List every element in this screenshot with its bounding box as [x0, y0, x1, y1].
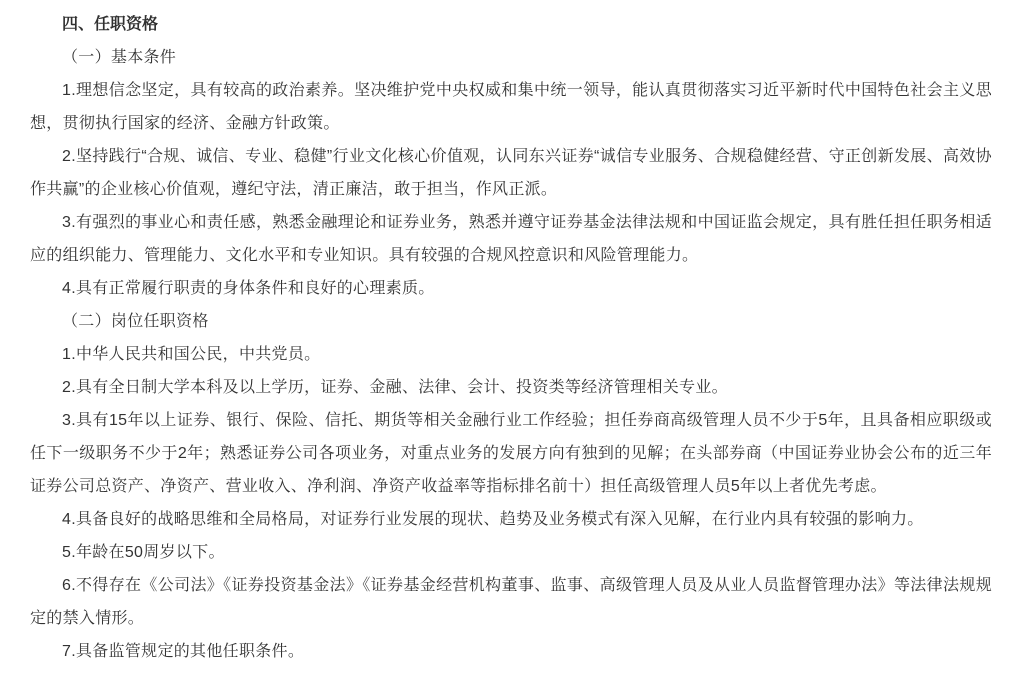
- paragraph-position-6: 6.不得存在《公司法》《证券投资基金法》《证券基金经营机构董事、监事、高级管理人员及从业人员监督管理办法》等法律法规规定的禁入情形。: [30, 577, 992, 627]
- paragraph-position-2: 2.具有全日制大学本科及以上学历，证券、金融、法律、会计、投资类等经济管理相关专业。: [62, 379, 728, 396]
- section-title: 四、任职资格: [62, 16, 159, 33]
- paragraph-position-3: 3.具有15年以上证券、银行、保险、信托、期货等相关金融行业工作经验；担任券商高级管理人员不少于5年，且具备相应职级或任下一级职务不少于2年；熟悉证券公司各项业务，对重点业务的发展方向有独到的见解；在头部券商（中国证券业协会公布的近三年证券公司总资产、净资产、营业收入、净利润、净资产收益率等指标排名前十）担任高级管理人员5年以上者优先考虑。: [30, 412, 992, 495]
- subsection-heading-position-qualifications: （二）岗位任职资格: [62, 313, 209, 330]
- paragraph-basic-1: 1.理想信念坚定，具有较高的政治素养。坚决维护党中央权威和集中统一领导，能认真贯彻落实习近平新时代中国特色社会主义思想，贯彻执行国家的经济、金融方针政策。: [30, 82, 992, 132]
- paragraph-position-1: 1.中华人民共和国公民，中共党员。: [62, 346, 321, 363]
- paragraph-basic-3: 3.有强烈的事业心和责任感，熟悉金融理论和证券业务，熟悉并遵守证券基金法律法规和中国证监会规定，具有胜任担任职务相适应的组织能力、管理能力、文化水平和专业知识。具有较强的合规风控意识和风险管理能力。: [30, 214, 992, 264]
- paragraph-position-4: 4.具备良好的战略思维和全局格局，对证券行业发展的现状、趋势及业务模式有深入见解，在行业内具有较强的影响力。: [62, 511, 924, 528]
- paragraph-basic-2: 2.坚持践行“合规、诚信、专业、稳健”行业文化核心价值观，认同东兴证券“诚信专业服务、合规稳健经营、守正创新发展、高效协作共赢”的企业核心价值观，遵纪守法，清正廉洁，敢于担当，作风正派。: [30, 148, 992, 198]
- paragraph-basic-4: 4.具有正常履行职责的身体条件和良好的心理素质。: [62, 280, 435, 297]
- subsection-heading-basic-conditions: （一）基本条件: [62, 49, 177, 66]
- paragraph-position-5: 5.年龄在50周岁以下。: [62, 544, 225, 561]
- paragraph-position-7: 7.具备监管规定的其他任职条件。: [62, 643, 305, 660]
